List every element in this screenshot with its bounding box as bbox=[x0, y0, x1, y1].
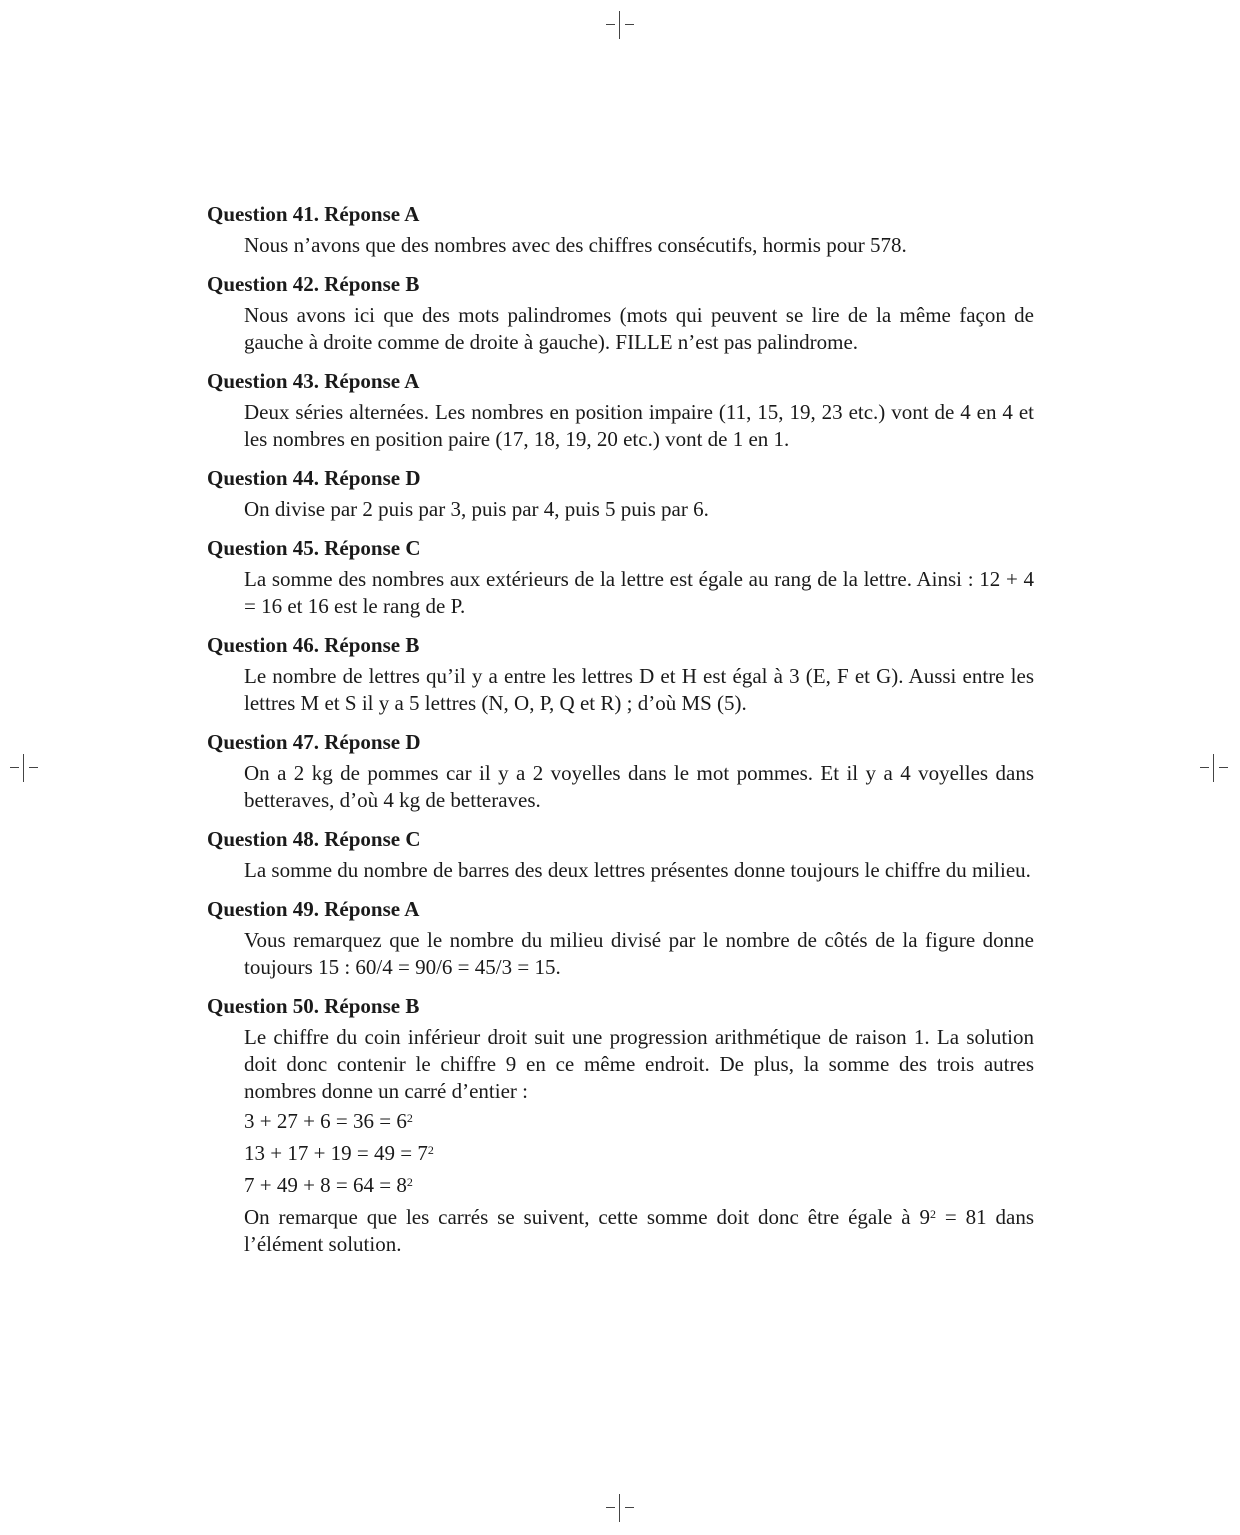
crop-mark-top bbox=[606, 11, 634, 39]
crop-mark-left bbox=[10, 754, 38, 782]
exponent: 2 bbox=[929, 1207, 936, 1221]
answer-explanation: Nous avons ici que des mots palindromes (mots qui peuvent se lire de la même façon de gauche à droite comme de droite à gauche). FILLE n’est pas palindrome. bbox=[244, 303, 1034, 354]
question-45 bbox=[207, 533, 1034, 620]
question-heading: Question 42. Réponse B bbox=[207, 272, 420, 296]
answer-explanation: On divise par 2 puis par 3, puis par 4, puis 5 puis par 6. bbox=[244, 497, 709, 521]
question-42 bbox=[207, 269, 1034, 356]
equation-text: 7 + 49 + 8 = 64 = 8 bbox=[244, 1173, 407, 1197]
equation-text: 3 + 27 + 6 = 36 = 6 bbox=[244, 1109, 407, 1133]
question-heading: Question 45. Réponse C bbox=[207, 536, 421, 560]
crop-mark-bottom bbox=[606, 1494, 634, 1522]
question-41 bbox=[207, 199, 1034, 259]
answer-explanation: Nous n’avons que des nombres avec des chiffres consécutifs, hormis pour 578. bbox=[244, 233, 907, 257]
question-heading: Question 47. Réponse D bbox=[207, 730, 421, 754]
answer-explanation: Vous remarquez que le nombre du milieu divisé par le nombre de côtés de la figure donne toujours 15 : 60/4 = 90/6 = 45/3 = 15. bbox=[244, 928, 1034, 979]
question-44 bbox=[207, 463, 1034, 523]
answer-explanation: On a 2 kg de pommes car il y a 2 voyelles dans le mot pommes. Et il y a 4 voyelles dans betteraves, d’où 4 kg de betteraves. bbox=[244, 761, 1034, 812]
question-46 bbox=[207, 630, 1034, 717]
equation bbox=[244, 1137, 1034, 1169]
question-heading: Question 46. Réponse B bbox=[207, 633, 420, 657]
exponent: 2 bbox=[406, 1175, 413, 1189]
question-47 bbox=[207, 727, 1034, 814]
question-43 bbox=[207, 366, 1034, 453]
question-heading: Question 44. Réponse D bbox=[207, 466, 421, 490]
answer-conclusion bbox=[244, 1204, 1034, 1258]
crop-mark-right bbox=[1200, 754, 1228, 782]
question-heading: Question 43. Réponse A bbox=[207, 369, 420, 393]
equation bbox=[244, 1169, 1034, 1201]
equation bbox=[244, 1105, 1034, 1137]
answer-explanation: Le nombre de lettres qu’il y a entre les lettres D et H est égal à 3 (E, F et G). Aussi entre les lettres M et S il y a 5 lettres (N, O, P, Q et R) ; d’où MS (5). bbox=[244, 664, 1034, 715]
question-50 bbox=[207, 991, 1034, 1258]
answer-explanation: La somme des nombres aux extérieurs de la lettre est égale au rang de la lettre. Ainsi : 12 + 4 = 16 et 16 est le rang de P. bbox=[244, 567, 1034, 618]
conclusion-text-end: = 81 dans l’élément solution. bbox=[244, 1205, 1034, 1256]
question-48 bbox=[207, 824, 1034, 884]
answer-explanation: Le chiffre du coin inférieur droit suit une progression arithmétique de raison 1. La solution doit donc contenir le chiffre 9 en ce même endroit. De plus, la somme des trois autres nombres donne un carré d’entier : bbox=[244, 1025, 1034, 1103]
question-49 bbox=[207, 894, 1034, 981]
question-heading: Question 48. Réponse C bbox=[207, 827, 421, 851]
answers-section bbox=[207, 199, 1034, 1268]
question-heading: Question 50. Réponse B bbox=[207, 994, 420, 1018]
exponent: 2 bbox=[406, 1111, 413, 1125]
conclusion-text: On remarque que les carrés se suivent, cette somme doit donc être égale à 9 bbox=[244, 1205, 930, 1229]
equation-text: 13 + 17 + 19 = 49 = 7 bbox=[244, 1141, 428, 1165]
answer-explanation: La somme du nombre de barres des deux lettres présentes donne toujours le chiffre du milieu. bbox=[244, 858, 1031, 882]
exponent: 2 bbox=[427, 1143, 434, 1157]
question-heading: Question 41. Réponse A bbox=[207, 202, 420, 226]
answer-explanation: Deux séries alternées. Les nombres en position impaire (11, 15, 19, 23 etc.) vont de 4 en 4 et les nombres en position paire (17, 18, 19, 20 etc.) vont de 1 en 1. bbox=[244, 400, 1034, 451]
question-heading: Question 49. Réponse A bbox=[207, 897, 420, 921]
